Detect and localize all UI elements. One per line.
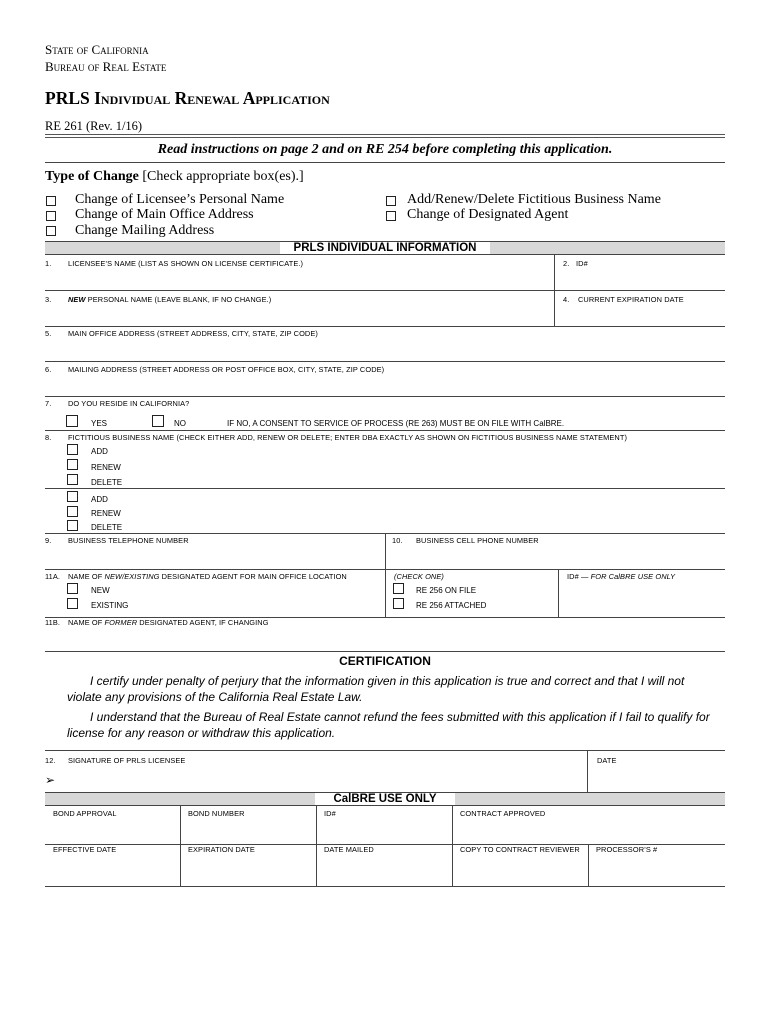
fbn1-add-checkbox[interactable] [67, 444, 78, 455]
agent-id-label-pre: ID# — [567, 572, 591, 581]
field-10-label: BUSINESS CELL PHONE NUMBER [416, 536, 539, 545]
type-of-change-heading: Type of Change [45, 169, 139, 184]
field-11b-label-emphasis: FORMER [104, 618, 138, 627]
re256-attached-label: RE 256 ATTACHED [416, 601, 487, 610]
state-name: State of California [45, 42, 149, 57]
divider [45, 396, 725, 397]
form-title: PRLS Individual Renewal Application [45, 88, 330, 108]
field-3-label [68, 295, 271, 304]
divider [316, 805, 317, 887]
fbn1-add-label: ADD [91, 447, 108, 456]
field-5-label: MAIN OFFICE ADDRESS (STREET ADDRESS, CITY, STATE, ZIP CODE) [68, 329, 318, 338]
re256-on-file-label: RE 256 ON FILE [416, 586, 477, 595]
divider [558, 569, 559, 617]
re256-attached-checkbox[interactable] [393, 598, 404, 609]
field-6-number: 6. [45, 365, 52, 374]
fbn2-delete-checkbox[interactable] [67, 520, 78, 531]
field-4-label: CURRENT EXPIRATION DATE [578, 295, 684, 304]
field-11a-number: 11A. [45, 572, 61, 581]
divider [588, 844, 589, 887]
field-11b-label [68, 618, 269, 627]
reside-note: IF NO, A CONSENT TO SERVICE OF PROCESS (RE 263) MUST BE ON FILE WITH CalBRE. [227, 419, 565, 428]
fbn2-renew-checkbox[interactable] [67, 506, 78, 517]
reside-no-label: NO [174, 419, 186, 428]
divider [385, 569, 386, 617]
type-of-change-note: [Check appropriate box(es).] [142, 169, 304, 184]
divider [587, 750, 588, 792]
info-section-title: PRLS INDIVIDUAL INFORMATION [280, 242, 490, 254]
calbre-band [45, 792, 725, 805]
certification-paragraph-1: I certify under penalty of perjury that the information given in this application is true and correct and that I will not violate any provisions of the California Real Estate Law. [67, 674, 685, 704]
signature-arrow-icon: ➢ [45, 773, 56, 787]
change-fictitious-name-checkbox[interactable] [386, 196, 396, 206]
field-6-label: MAILING ADDRESS (STREET ADDRESS OR POST OFFICE BOX, CITY, STATE, ZIP CODE) [68, 365, 385, 374]
agent-existing-checkbox[interactable] [67, 598, 78, 609]
fbn2-delete-label: DELETE [91, 523, 123, 532]
bond-number-label: BOND NUMBER [188, 809, 245, 818]
date-label: DATE [597, 756, 617, 765]
reside-yes-label: YES [91, 419, 108, 428]
certification-title: CERTIFICATION [339, 654, 431, 668]
fbn1-renew-checkbox[interactable] [67, 459, 78, 470]
field-9-label: BUSINESS TELEPHONE NUMBER [68, 536, 189, 545]
bond-approval-label: BOND APPROVAL [53, 809, 117, 818]
field-2-number: 2. [563, 259, 570, 268]
change-designated-agent-label: Change of Designated Agent [407, 207, 569, 222]
agent-new-label: NEW [91, 586, 110, 595]
divider [45, 430, 725, 431]
fbn1-delete-label: DELETE [91, 478, 123, 487]
fbn2-add-label: ADD [91, 495, 108, 504]
check-one-label: (CHECK ONE) [394, 572, 444, 581]
divider [45, 137, 725, 138]
re256-on-file-checkbox[interactable] [393, 583, 404, 594]
field-12-number: 12. [45, 756, 56, 765]
change-main-office-checkbox[interactable] [46, 211, 56, 221]
divider [45, 805, 725, 806]
fbn1-renew-label: RENEW [91, 463, 121, 472]
field-11a-label [68, 572, 347, 581]
agent-id-label-emphasis: FOR CalBRE USE ONLY [590, 572, 676, 581]
divider [45, 488, 725, 489]
divider [180, 805, 181, 887]
field-11a-label-post: DESIGNATED AGENT FOR MAIN OFFICE LOCATION [159, 572, 347, 581]
change-mailing-address-label: Change Mailing Address [75, 223, 215, 238]
calbre-id-label: ID# [324, 809, 336, 818]
field-11b-number: 11B. [45, 618, 61, 627]
fbn2-add-checkbox[interactable] [67, 491, 78, 502]
type-of-change [45, 169, 304, 185]
divider [45, 750, 725, 751]
copy-to-reviewer-label: COPY TO CONTRACT REVIEWER [460, 845, 580, 854]
change-personal-name-label: Change of Licensee’s Personal Name [75, 192, 285, 207]
divider [452, 805, 453, 887]
field-8-number: 8. [45, 433, 52, 442]
form-number: RE 261 (Rev. 1/16) [45, 119, 143, 133]
signature-field[interactable] [60, 762, 580, 790]
divider [45, 651, 725, 652]
divider [45, 162, 725, 163]
reside-yes-checkbox[interactable] [66, 415, 78, 427]
agent-id-label [567, 572, 675, 581]
field-8-label: FICTITIOUS BUSINESS NAME (CHECK EITHER ADD, RENEW OR DELETE; ENTER DBA EXACTLY AS SHOWN ON FICTITIOUS BUSINESS NAME STATEMENT) [68, 433, 628, 442]
field-11a-label-pre: NAME OF [68, 572, 105, 581]
divider [45, 134, 725, 135]
certification-paragraph-2: I understand that the Bureau of Real Estate cannot refund the fees submitted with this application if I fail to qualify for license for any reason or withdraw this application. [67, 710, 710, 740]
field-11b-label-post: DESIGNATED AGENT, IF CHANGING [137, 618, 269, 627]
agent-new-checkbox[interactable] [67, 583, 78, 594]
field-3-label-emphasis: NEW [68, 295, 86, 304]
field-3-label-text: PERSONAL NAME (LEAVE BLANK, IF NO CHANGE.) [85, 295, 272, 304]
expiration-date-label: EXPIRATION DATE [188, 845, 255, 854]
divider [385, 533, 386, 569]
field-11b-label-pre: NAME OF [68, 618, 105, 627]
field-7-label: DO YOU RESIDE IN CALIFORNIA? [68, 399, 190, 408]
effective-date-label: EFFECTIVE DATE [53, 845, 117, 854]
divider [45, 254, 725, 255]
reside-no-checkbox[interactable] [152, 415, 164, 427]
field-3-number: 3. [45, 295, 52, 304]
calbre-title: CalBRE USE ONLY [315, 793, 455, 805]
field-4-number: 4. [563, 295, 570, 304]
fbn1-delete-checkbox[interactable] [67, 474, 78, 485]
field-5-number: 5. [45, 329, 52, 338]
field-7-number: 7. [45, 399, 52, 408]
change-main-office-label: Change of Main Office Address [75, 207, 254, 222]
field-1-number: 1. [45, 259, 52, 268]
change-mailing-address-checkbox[interactable] [46, 226, 56, 236]
info-section-band [45, 241, 725, 254]
agent-existing-label: EXISTING [91, 601, 129, 610]
change-personal-name-checkbox[interactable] [46, 196, 56, 206]
field-10-number: 10. [392, 536, 403, 545]
divider [45, 290, 725, 291]
date-mailed-label: DATE MAILED [324, 845, 374, 854]
field-2-label: ID# [576, 259, 588, 268]
divider [45, 361, 725, 362]
processor-number-label: PROCESSOR’S # [596, 845, 658, 854]
change-fictitious-name-label: Add/Renew/Delete Fictitious Business Name [407, 192, 661, 207]
divider [45, 886, 725, 887]
instructions-note: Read instructions on page 2 and on RE 254 before completing this application. [157, 142, 613, 157]
fbn2-renew-label: RENEW [91, 509, 121, 518]
change-designated-agent-checkbox[interactable] [386, 211, 396, 221]
field-11a-label-emphasis: NEW/EXISTING [104, 572, 160, 581]
contract-approved-label: CONTRACT APPROVED [460, 809, 546, 818]
divider [45, 326, 725, 327]
field-9-number: 9. [45, 536, 52, 545]
bureau-name: Bureau of Real Estate [45, 59, 167, 74]
field-12-label: SIGNATURE OF PRLS LICENSEE [68, 756, 186, 765]
field-1-label: LICENSEE’S NAME (LIST AS SHOWN ON LICENSE CERTIFICATE.) [68, 259, 304, 268]
